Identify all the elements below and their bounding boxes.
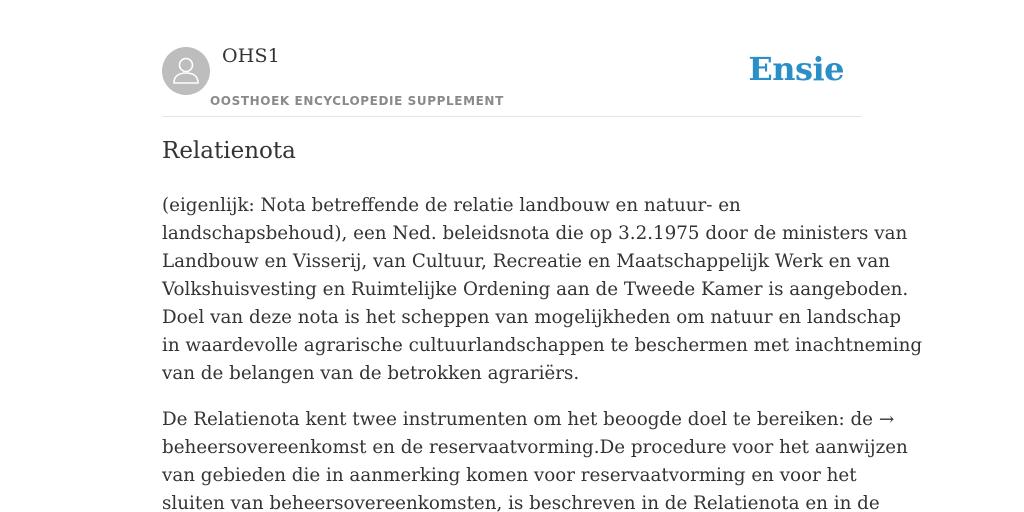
paragraph-line: van gebieden die in aanmerking komen voor reservaatvorming en voor het (162, 465, 857, 486)
paragraph-line: in waardevolle agrarische cultuurlandschappen te beschermen met inachtneming (162, 335, 923, 356)
reference-arrow-link[interactable]: → (878, 409, 895, 430)
article-body (162, 192, 923, 512)
avatar[interactable] (162, 47, 210, 95)
paragraph-line: Landbouw en Visserij, van Cultuur, Recreatie en Maatschappelijk Werk en van (162, 251, 890, 272)
paragraph-2 (162, 406, 908, 512)
brand-logo[interactable]: Ensie (748, 50, 844, 88)
paragraph-line: Doel van deze nota is het scheppen van mogelijkheden om natuur en landschap (162, 307, 902, 328)
paragraph-line (162, 406, 895, 434)
paragraph-1 (162, 192, 923, 388)
paragraph-line: Volkshuisvesting en Ruimtelijke Ordening aan de Tweede Kamer is aangeboden. (162, 279, 909, 300)
source-label[interactable]: OOSTHOEK ENCYCLOPEDIE SUPPLEMENT (210, 94, 504, 108)
paragraph-line: beheersovereenkomst en de reservaatvorming.De procedure voor het aanwijzen (162, 437, 908, 458)
author-name[interactable]: OHS1 (222, 45, 281, 67)
paragraph-line: (eigenlijk: Nota betreffende de relatie landbouw en natuur- en (162, 195, 741, 216)
paragraph-line: sluiten van beheersovereenkomsten, is beschreven in de Relatienota en in de (162, 493, 880, 512)
paragraph-line: landschapsbehoud), een Ned. beleidsnota die op 3.2.1975 door de ministers van (162, 223, 908, 244)
paragraph-line: van de belangen van de betrokken agrariërs. (162, 363, 580, 384)
user-icon (162, 47, 210, 95)
paragraph-line-text: De Relatienota kent twee instrumenten om het beoogde doel te bereiken: de (162, 409, 873, 430)
article-header (162, 0, 862, 117)
page-title: Relatienota (162, 138, 296, 164)
